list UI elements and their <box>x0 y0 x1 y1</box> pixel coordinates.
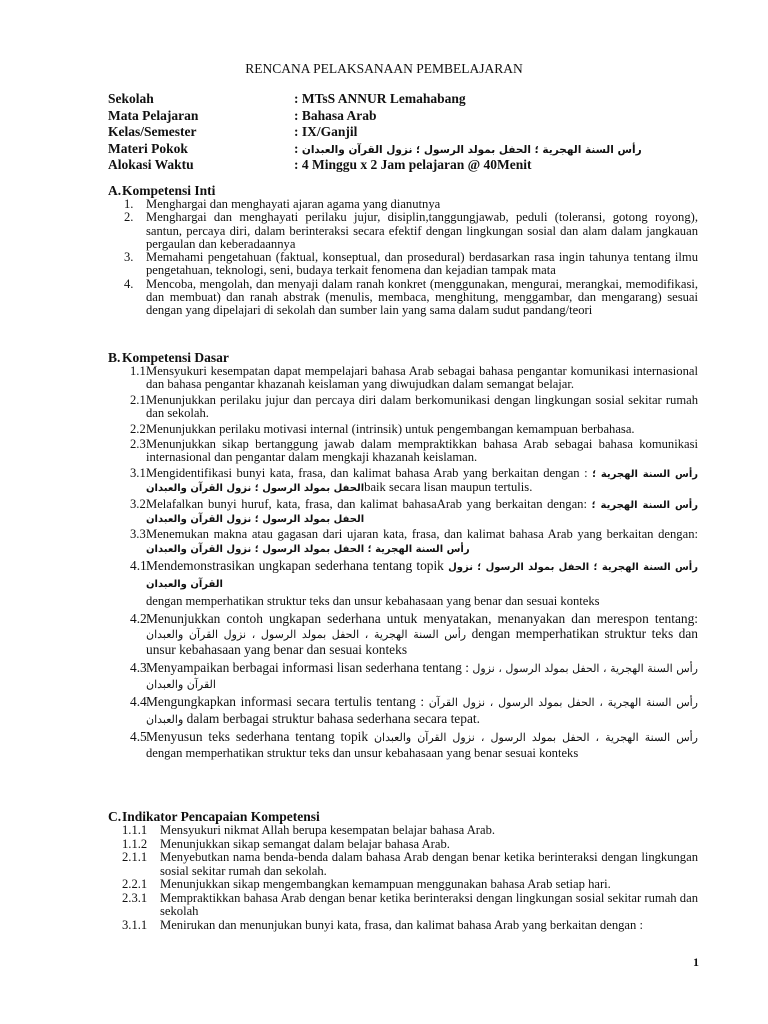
identity-value: : Bahasa Arab <box>294 107 377 123</box>
list-item: 3.1.1 Menirukan dan menunjukan bunyi kata, frasa, dan kalimat bahasa Arab yang berkaitan dengan : <box>122 917 643 932</box>
list-item: 4.2 Menunjukkan contoh ungkapan sederhana untuk menyatakan, menanyakan dan merespon tentang: رأس السنة الهجرية ، الحفل بمولد الرسول ، نزول القرآن والعبدان dengan memperhatikan struktur teks dan unsur kebahasaan yang benar dan sesuai konteks <box>130 610 698 658</box>
identity-row-school <box>108 91 642 108</box>
identity-value: : MTsS ANNUR Lemahabang <box>294 91 466 106</box>
identity-table <box>108 91 642 174</box>
list-item: 3.2 Melafalkan bunyi huruf, kata, frasa, dan kalimat bahasaArab yang berkaitan dengan: رأس السنة الهجرية ؛ الحفل بمولد الرسول ؛ نزول القرآن والعبدان <box>130 496 698 525</box>
list-item: 3. Memahami pengetahuan (faktual, konseptual, dan prosedural) berdasarkan rasa ingin tahunya tentang ilmu pengetahuan, teknologi, seni, budaya terkait fenomena dan kejadian tampak mata <box>124 250 698 278</box>
section-heading: A.Kompetensi Inti <box>108 183 216 198</box>
identity-value: : 4 Minggu x 2 Jam pelajaran @ 40Menit <box>294 157 532 172</box>
list-item: 1.1.1 Mensyukuri nikmat Allah berupa kesempatan belajar bahasa Arab. <box>122 823 496 837</box>
identity-row-subject <box>108 108 642 125</box>
list-item: 2. Menghargai dan menghayati perilaku jujur, disiplin,tanggungjawab, peduli (toleransi, gotong royong), santun, percaya diri, dalam berinteraksi secara efektif dengan lingkungan sosial dan alam dalam jangkauan pergaulan dan keberadaannya <box>124 210 698 251</box>
list-item: 2.1 Menunjukkan perilaku jujur dan percaya diri dalam berkomunikasi dengan lingkungan sosial sekitar rumah dan sekolah. <box>130 392 698 421</box>
list-item: 4. Mencoba, mengolah, dan menyaji dalam ranah konkret (menggunakan, mengurai, merangkai, memodifikasi, dan membuat) dan ranah abstrak (menulis, membaca, menghitung, menggambar, dan mengarang) sesuai dengan yang dipelajari di sekolah dan sumber lain yang sama dalam sudut pandang/teori <box>124 276 698 318</box>
list-item: 2.2 Menunjukkan perilaku motivasi internal (intrinsik) untuk pengembangan kemampuan berbahasa. <box>130 421 635 436</box>
identity-label: Alokasi Waktu <box>108 157 194 172</box>
list-item: 1.1 Mensyukuri kesempatan dapat mempelajari bahasa Arab sebagai bahasa pengantar komunikasi internasional dan bahasa pengantar khazanah keislaman yang diwujudkan dalam semangat belajar. <box>130 364 698 392</box>
identity-row-topic <box>108 141 642 158</box>
identity-row-time <box>108 157 642 174</box>
list-item: 2.3 Menunjukkan sikap bertanggung jawab dalam mempraktikkan bahasa Arab sebagai bahasa komunikasi internasional dan pengantar dalam mengkaji khazanah keislaman. <box>130 437 698 465</box>
list-item: 2.2.1 Menunjukkan sikap mengembangkan kemampuan menggunakan bahasa Arab setiap hari. <box>122 877 611 892</box>
section-kompetensi-inti <box>108 183 698 318</box>
list-item: 1.1.2 Menunjukkan sikap semangat dalam belajar bahasa Arab. <box>122 836 450 851</box>
identity-label: Sekolah <box>108 91 154 106</box>
section-heading: B. Kompetensi Dasar <box>108 350 229 365</box>
identity-label: Mata Pelajaran <box>108 107 199 123</box>
list-item: 1. Menghargai dan menghayati ajaran agama yang dianutnya <box>124 197 441 211</box>
identity-label: Kelas/Semester <box>108 124 197 139</box>
section-heading: C.Indikator Pencapaian Kompetensi <box>108 809 320 824</box>
list-item: 2.1.1 Menyebutkan nama benda-benda dalam bahasa Arab dengan benar ketika berinteraksi dengan lingkungan sosial sekitar rumah dan sekolah. <box>122 850 698 878</box>
page-number: 1 <box>693 955 699 969</box>
list-item: 4.1 Mendemonstrasikan ungkapan sederhana tentang topik رأس السنة الهجرية ؛ الحفل بمولد الرسول ؛ نزول القرآن والعبدان dengan memperhatikan struktur teks dan unsur kebahasaan yang benar dan sesuai konteks <box>130 558 698 608</box>
list-item: 3.3 Menemukan makna atau gagasan dari ujaran kata, frasa, dan kalimat bahasa Arab yang berkaitan dengan: رأس السنة الهجرية ؛ الحفل بمولد الرسول ؛ نزول القرآن والعبدان <box>130 527 698 555</box>
identity-label: Materi Pokok <box>108 140 188 156</box>
document-title: RENCANA PELAKSANAAN PEMBELAJARAN <box>245 61 523 76</box>
identity-value: : <box>294 140 299 156</box>
identity-value: : IX/Ganjil <box>294 124 358 139</box>
identity-row-class <box>108 124 642 141</box>
list-item: 3.1 Mengidentifikasi bunyi kata, frasa, dan kalimat bahasa Arab yang berkaitan dengan : رأس السنة الهجرية ؛ الحفل بمولد الرسول ؛ نزول القرآن والعبدانbaik secara lisan maupun tertulis. <box>130 465 699 495</box>
list-item: 2.3.1 Mempraktikkan bahasa Arab dengan benar ketika berinteraksi dengan lingkungan sosial sekitar rumah dan sekolah <box>122 891 698 919</box>
list-item: 4.4 Mengungkapkan informasi secara tertulis tentang : رأس السنة الهجرية ، الحفل بمولد الرسول ، نزول القرآن والعبدان dalam berbagai struktur bahasa sederhana secara tepat. <box>130 694 698 726</box>
list-item: 4.5 Menyusun teks sederhana tentang topik رأس السنة الهجرية ، الحفل بمولد الرسول ، نزول القرآن والعبدان dengan memperhatikan struktur teks dan unsur kebahasaan yang benar sesuai konteks <box>130 728 698 761</box>
section-kompetensi-dasar <box>108 350 698 764</box>
section-indikator <box>108 809 698 933</box>
identity-value-arabic: رأس السنة الهجرية ؛ الحفل بمولد الرسول ؛ نزول القرآن والعبدان <box>301 143 642 156</box>
list-item: 4.3 Menyampaikan berbagai informasi lisan sederhana tentang : رأس السنة الهجرية ، الحفل بمولد الرسول ، نزول القرآن والعبدان <box>130 659 698 691</box>
